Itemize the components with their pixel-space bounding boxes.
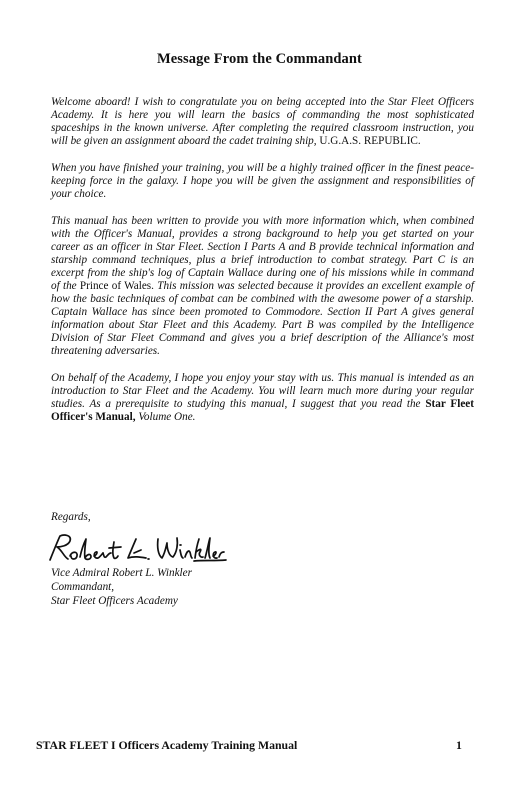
paragraph-behalf-text-a: On behalf of the Academy, I hope you enjoy your stay with us. This manual is intended as an introduction to Star Fleet and the Academy. You will learn much more during your regular studies. As a prerequisite to studying this manual, I suggest that you read the	[51, 372, 474, 410]
signatory-title: Commandant,	[51, 581, 115, 593]
closing-salutation: Regards,	[51, 511, 91, 523]
paragraph-behalf	[51, 372, 474, 424]
paragraph-manual-overview	[51, 215, 474, 358]
paragraph-welcome-text: Welcome aboard! I wish to congratulate you on being accepted into the Star Fleet Officers Academy. It is here you will learn the basics of commanding the most sophisticated spaceships in the known universe. After completing the required classroom instruction, you will be given an assignment aboard the cadet training ship,	[51, 96, 474, 147]
signatory-name: Vice Admiral Robert L. Winkler	[51, 567, 192, 579]
paragraph-manual-overview-text-a: This manual has been written to provide you with more information which, when combined with the Officer's Manual, provides a strong background to help you get started on your career as an officer in Star Fleet. Section I Parts A and B provide technical information and starship command techniques, plus a brief introduction to combat strategy. Part C is an excerpt from the ship's log of Captain Wallace during one of his missions while in command of the	[51, 215, 474, 292]
footer-manual-title: STAR FLEET I Officers Academy Training Manual	[36, 738, 298, 752]
page-number: 1	[456, 738, 462, 752]
signature-block	[51, 566, 192, 608]
letter-body	[51, 96, 474, 438]
paragraph-training: When you have finished your training, you will be a highly trained officer in the finest peace-keeping force in the galaxy. I hope you will be given the assignment and responsibilities of your choice.	[51, 162, 474, 200]
paragraph-welcome	[51, 96, 474, 148]
officers-manual-title: Star Fleet Officer's Manual,	[51, 398, 474, 423]
ship-name-republic: U.G.A.S. REPUBLIC.	[319, 135, 421, 147]
handwritten-signature	[44, 530, 230, 566]
page-title: Message From the Commandant	[156, 51, 362, 67]
ship-name-prince-of-wales: Prince of Wales.	[79, 280, 154, 292]
paragraph-behalf-text-b: Volume One.	[135, 411, 196, 423]
signatory-organization: Star Fleet Officers Academy	[51, 595, 178, 607]
paragraph-manual-overview-text-b: This mission was selected because it provides an excellent example of how the basic techniques of combat can be combined with the awesome power of a starship. Captain Wallace has since been promoted to Commodore. Section II Part A gives general information about Star Fleet and this Academy. Part B was compiled by the Intelligence Division of Star Fleet Command and gives you a brief description of the Alliance's most threatening adversaries.	[51, 280, 474, 357]
